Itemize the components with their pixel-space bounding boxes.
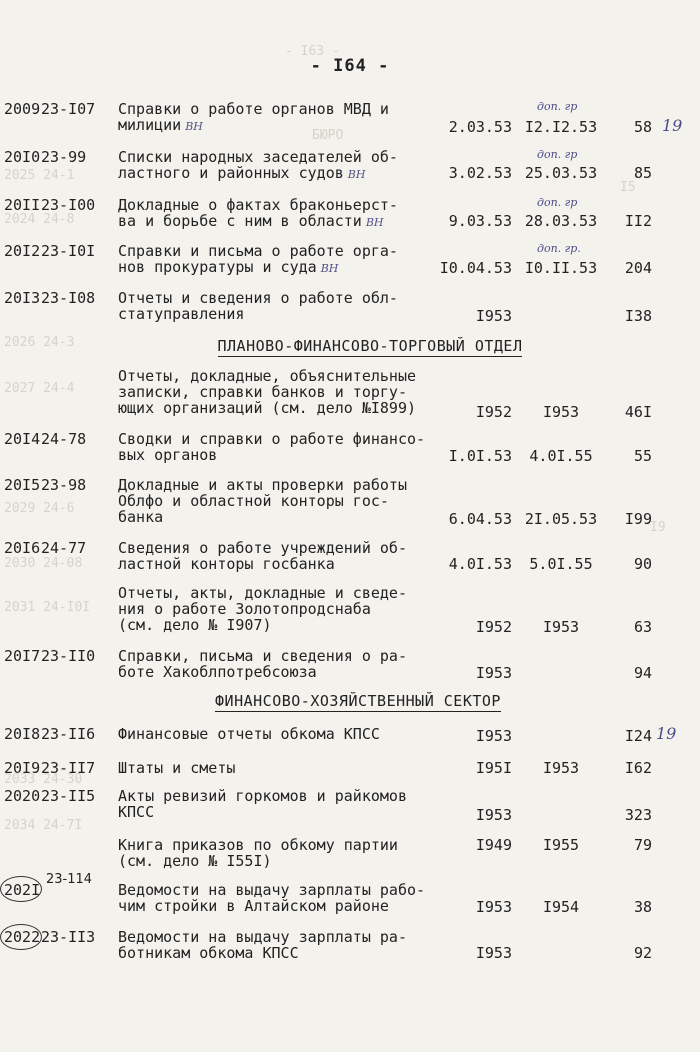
item-number: 20I6 (4, 539, 41, 557)
fund-index: 23-I08 (41, 289, 96, 307)
item-number: 20I7 (4, 647, 41, 665)
handwritten-mark: ВН (185, 120, 203, 133)
fund-index: 23-II5 (41, 787, 96, 805)
item-title: Книга приказов по обкому партии (см. дело № I55I) (118, 836, 398, 870)
page-count: 55 (633, 447, 652, 465)
end-date: 5.0I.55 (529, 555, 593, 573)
start-date: I953 (475, 944, 512, 962)
page-count: II2 (624, 212, 652, 230)
item-title (118, 243, 440, 277)
start-date: I949 (475, 836, 512, 854)
ghost-text: БЮРО (312, 128, 344, 143)
start-date: I953 (475, 898, 512, 916)
item-title: Финансовые отчеты обкома КПСС (118, 725, 380, 743)
start-date: 9.03.53 (448, 212, 512, 230)
item-title-text: Справки и письма о работе орга- нов прокуратуры и суда (118, 242, 398, 276)
end-date: I955 (542, 836, 580, 854)
ghost-text: 2025 24-1 (4, 168, 75, 183)
item-number: 20I0 (4, 148, 41, 166)
page-count: 79 (633, 836, 652, 854)
item-title-text: Списки народных заседателей об- ластного и районных судов (118, 148, 398, 182)
item-number: 20II (4, 196, 41, 214)
item-title: Отчеты, акты, докладные и сведе- ния о работе Золотопродснаба (см. дело № I907) (118, 584, 407, 634)
fund-index: 23-II7 (41, 759, 96, 777)
item-title: Акты ревизий горкомов и райкомов КПСС (118, 787, 407, 821)
start-date: I.0I.53 (448, 447, 512, 465)
fund-index: 24-77 (41, 539, 87, 557)
end-date: I953 (542, 618, 580, 636)
item-number: 202I (4, 881, 41, 899)
ghost-text: 2030 24-08 (4, 556, 83, 571)
item-title: Отчеты, докладные, объяснительные записки, справки банков и торгу- ющих организаций (см. дело №I899) (118, 367, 417, 417)
section-title: ПЛАНОВО-ФИНАНСОВО-ТОРГОВЫЙ ОТДЕЛ (217, 337, 523, 355)
start-date: 3.02.53 (448, 164, 512, 182)
start-date: 4.0I.53 (448, 555, 512, 573)
end-date: 25.03.53 (524, 164, 598, 182)
item-number: 2020 (4, 787, 41, 805)
ghost-text: 2029 24-6 (4, 501, 75, 516)
item-number: 2022 (4, 928, 41, 946)
start-date: I952 (475, 618, 512, 636)
page-count: 63 (633, 618, 652, 636)
page-count: 204 (624, 259, 652, 277)
page-count: 46I (624, 403, 652, 421)
page-count: I99 (624, 510, 652, 528)
item-title-text: Докладные о фактах браконьерст- ва и борьбе с ним в области (118, 196, 398, 230)
item-title: Докладные и акты проверки работы Облфо и областной конторы гос- банка (118, 476, 407, 526)
handwritten-mark: ВН (365, 216, 384, 229)
item-title (118, 197, 440, 231)
handwritten-note: доп. гр. (537, 242, 581, 255)
ghost-text: 2024 24-8 (4, 212, 75, 227)
start-date: I953 (475, 806, 512, 824)
page-count: 85 (633, 164, 652, 182)
ghost-text: 2033 24-30 (4, 772, 83, 787)
end-date: I954 (542, 898, 580, 916)
end-date: 4.0I.55 (529, 447, 593, 465)
page-number: - I64 - (310, 56, 390, 76)
fund-index: 23-II0 (41, 647, 96, 665)
handwritten-note: доп. гр (537, 196, 578, 209)
item-title: Сводки и справки о работе финансо- вых органов (118, 430, 426, 464)
item-title: Справки, письма и сведения о ра- боте Хакоблпотребсоюза (118, 647, 407, 681)
section-title: ФИНАНСОВО-ХОЗЯЙСТВЕННЫЙ СЕКТОР (215, 692, 501, 710)
fund-index: 23-I00 (41, 196, 96, 214)
page-count: I62 (624, 759, 652, 777)
item-title-text: Справки о работе органов МВД и милиции (118, 100, 389, 134)
start-date: I953 (475, 307, 512, 325)
item-number: 20I4 (4, 430, 41, 448)
item-number: 20I2 (4, 242, 41, 260)
page-count: I38 (624, 307, 652, 325)
start-date: 2.03.53 (448, 118, 512, 136)
fund-index: 23-I0I (41, 242, 96, 260)
page-count: 92 (633, 944, 652, 962)
end-date: I953 (542, 759, 580, 777)
fund-index: 23-I07 (41, 100, 96, 118)
page-count: 58 (633, 118, 652, 136)
item-title (118, 149, 440, 183)
start-date: 6.04.53 (448, 510, 512, 528)
item-number: 20I9 (4, 759, 41, 777)
section-heading (8, 692, 700, 710)
start-date: I952 (475, 403, 512, 421)
page-count: 90 (633, 555, 652, 573)
ghost-text: 2026 24-3 (4, 335, 75, 350)
item-number: 20I3 (4, 289, 41, 307)
ghost-text: I9 (650, 520, 666, 535)
margin-note: 19 (662, 116, 683, 135)
end-date: I2.I2.53 (524, 118, 598, 136)
item-title: Отчеты и сведения о работе обл- статуправления (118, 289, 398, 323)
page-count: 323 (624, 806, 652, 824)
end-date: I0.II.53 (524, 259, 598, 277)
item-number: 20I8 (4, 725, 41, 743)
section-heading (20, 337, 700, 355)
fund-index: 23-99 (41, 148, 87, 166)
item-title: Ведомости на выдачу зарплаты ра- ботникам обкома КПСС (118, 928, 407, 962)
ghost-text: - I63 - (285, 44, 340, 59)
ghost-text: 2027 24-4 (4, 381, 75, 396)
end-date: 28.03.53 (524, 212, 598, 230)
item-title: Штаты и сметы (118, 759, 236, 777)
page-count: 94 (633, 664, 652, 682)
item-title: Ведомости на выдачу зарплаты рабо- чим стройки в Алтайском районе (118, 881, 426, 915)
fund-index: 23-II3 (41, 928, 96, 946)
start-date: I95I (475, 759, 512, 777)
page-count: 38 (633, 898, 652, 916)
fund-index: 23-98 (41, 476, 87, 494)
handwritten-mark: ВН (347, 168, 366, 181)
handwritten-note: доп. гр (537, 148, 578, 161)
item-number: 2009 (4, 100, 41, 118)
item-title (118, 101, 440, 135)
fund-index: 23-II6 (41, 725, 96, 743)
fund-index: 24-78 (41, 430, 87, 448)
handwritten-mark: ВН (320, 262, 339, 275)
ghost-text: 2034 24-7I (4, 818, 83, 833)
ghost-text: I5 (620, 180, 636, 195)
start-date: I953 (475, 727, 512, 745)
item-title: Сведения о работе учреждений об- ластной конторы госбанка (118, 539, 407, 573)
margin-note: 19 (656, 724, 677, 743)
start-date: I953 (475, 664, 512, 682)
item-number: 20I5 (4, 476, 41, 494)
handwritten-note: доп. гр (537, 100, 578, 113)
fund-index: 23-114 (46, 872, 93, 887)
end-date: I953 (542, 403, 580, 421)
end-date: 2I.05.53 (524, 510, 598, 528)
ghost-text: 2031 24-I0I (4, 600, 91, 615)
page-count: I24 (624, 727, 652, 745)
start-date: I0.04.53 (439, 259, 512, 277)
